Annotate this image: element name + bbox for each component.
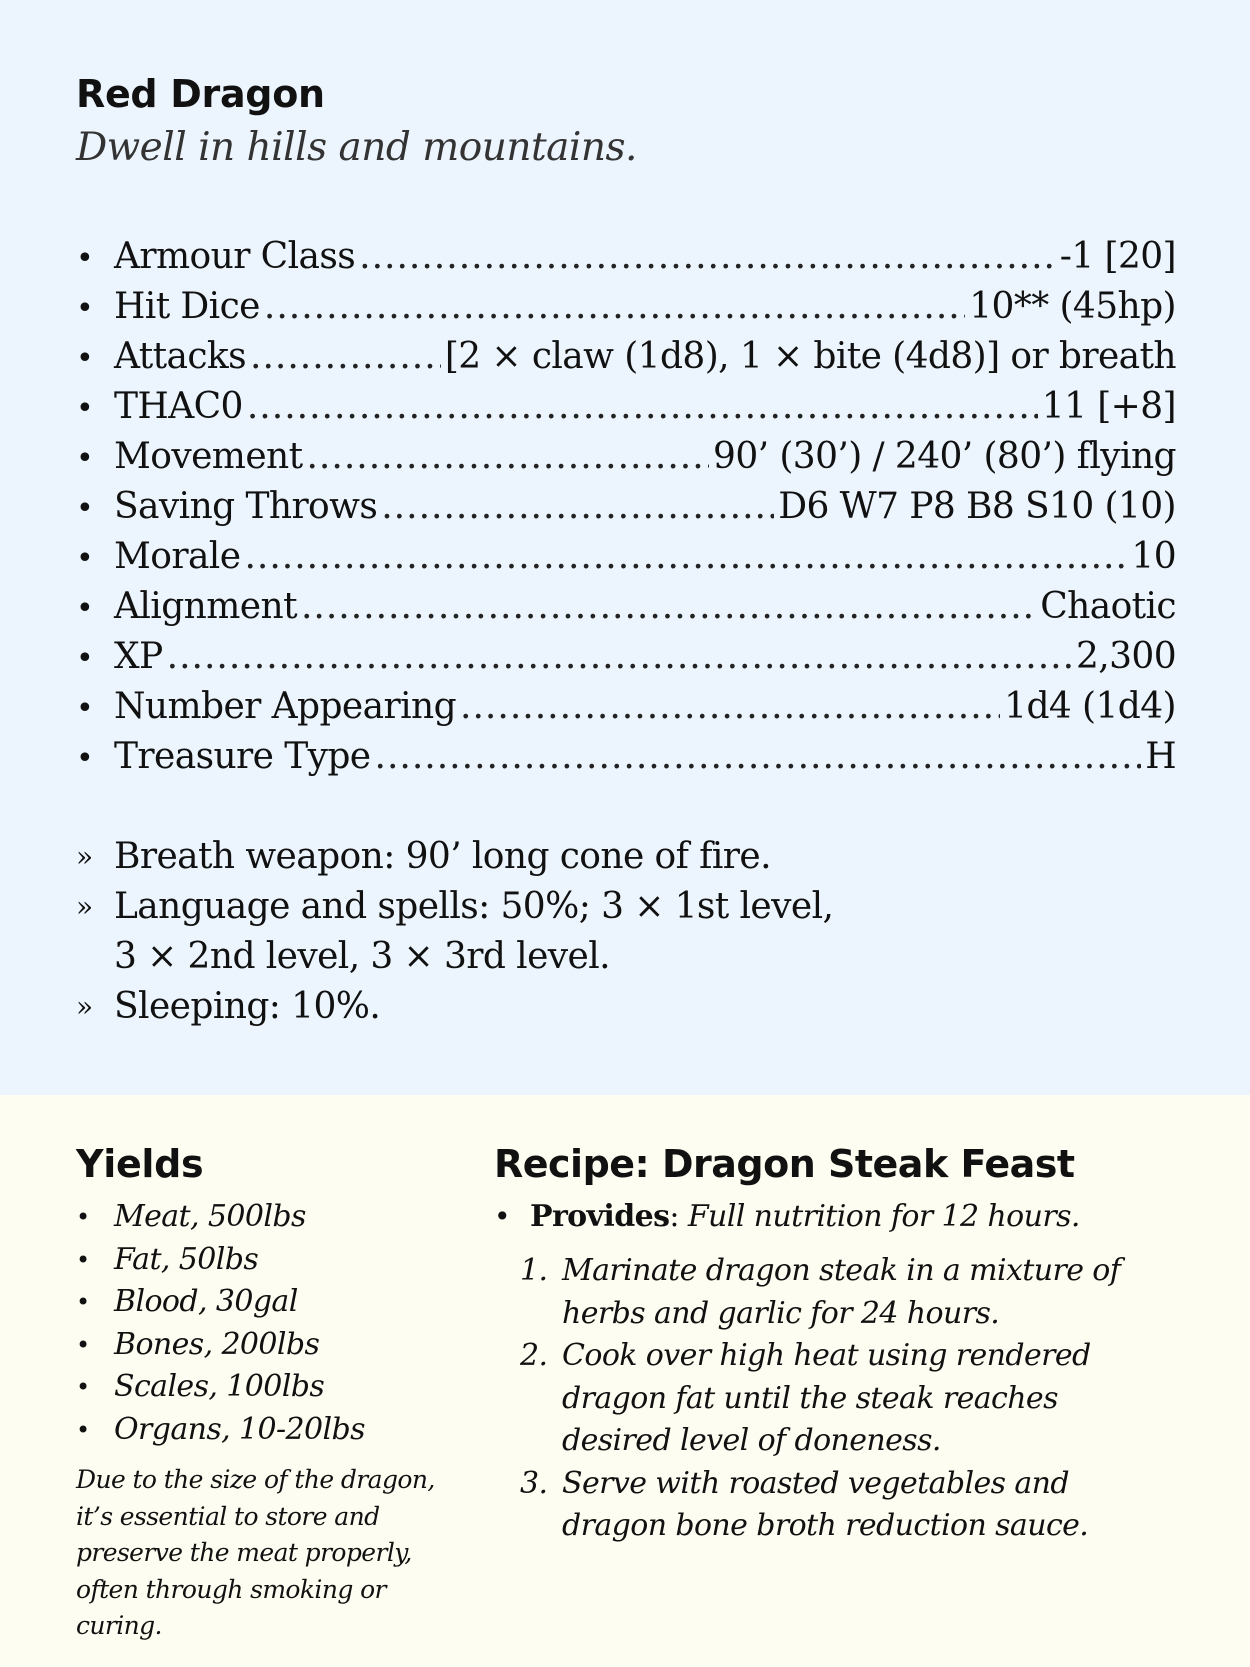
stat-movement — [76, 432, 1176, 482]
stat-label: Armour Class — [114, 236, 356, 277]
stat-attacks — [76, 332, 1176, 382]
stat-treasure-type — [76, 732, 1176, 782]
step-number: 1. — [520, 1253, 548, 1288]
yield-text: Meat, 500lbs — [114, 1199, 306, 1234]
monster-name: Red Dragon — [76, 72, 325, 116]
bullet-icon: • — [76, 1415, 90, 1444]
dot-leader — [247, 382, 1038, 432]
bullet-icon: • — [76, 391, 94, 426]
bullet-icon: • — [76, 591, 94, 626]
bullet-icon: • — [76, 641, 94, 676]
stat-xp — [76, 632, 1176, 682]
stat-value: 2,300 — [1075, 636, 1176, 677]
bullet-icon: • — [76, 241, 94, 276]
stat-label: Movement — [114, 436, 303, 477]
yield-item — [76, 1281, 456, 1324]
bullet-icon: • — [76, 1203, 90, 1231]
bullet-icon: • — [76, 441, 94, 476]
provides-label: Provides — [530, 1199, 670, 1234]
bullet-icon: • — [76, 741, 94, 776]
yield-text: Scales, 100lbs — [114, 1369, 325, 1404]
dot-leader — [306, 432, 709, 482]
bullet-icon: • — [76, 341, 94, 376]
note-text: Sleeping: 10%. — [114, 986, 381, 1027]
stat-value: -1 [20] — [1059, 236, 1176, 277]
bullet-icon: • — [76, 491, 94, 526]
recipe-steps — [520, 1250, 1160, 1548]
stat-value: 90’ (30’) / 240’ (80’) flying — [713, 436, 1176, 477]
stat-value: 10** (45hp) — [969, 286, 1176, 327]
stat-value: 10 — [1131, 536, 1176, 577]
recipe-provides — [494, 1196, 1194, 1239]
dot-leader — [301, 582, 1036, 632]
yield-text: Fat, 50lbs — [114, 1241, 259, 1277]
note-sleeping — [76, 982, 1176, 1032]
bullet-icon: • — [76, 691, 94, 726]
chevron-right-icon: » — [76, 840, 93, 873]
stat-label: Alignment — [114, 586, 297, 627]
dot-leader — [264, 282, 965, 332]
monster-habitat: Dwell in hills and mountains. — [76, 125, 637, 170]
stat-value: [2 × claw (1d8), 1 × bite (4d8)] or breath — [444, 336, 1176, 377]
stat-thac0 — [76, 382, 1176, 432]
stat-label: Number Appearing — [114, 686, 457, 727]
step-text: Marinate dragon steak in a mixture of herbs and garlic for 24 hours. — [562, 1253, 1121, 1331]
yield-item — [76, 1196, 456, 1239]
bullet-icon: • — [76, 1330, 90, 1359]
stat-label: Treasure Type — [114, 736, 371, 777]
stat-morale — [76, 532, 1176, 582]
provides-line — [530, 1196, 1080, 1239]
bullet-icon: • — [76, 1373, 90, 1401]
stat-label: XP — [114, 636, 163, 677]
note-text: Language and spells: 50%; 3 × 1st level, 3 × 2nd level, 3 × 3rd level. — [114, 886, 834, 977]
recipe-step — [520, 1335, 1160, 1463]
step-text: Serve with roasted vegetables and dragon bone broth reduction sauce. — [562, 1465, 1089, 1543]
recipe-step — [520, 1463, 1160, 1548]
stat-label: Morale — [114, 536, 241, 577]
dot-leader — [381, 482, 774, 532]
chevron-right-icon: » — [76, 990, 93, 1023]
recipe-heading: Recipe: Dragon Steak Feast — [494, 1142, 1075, 1186]
step-number: 2. — [520, 1338, 548, 1373]
note-text: Breath weapon: 90’ long cone of fire. — [114, 836, 771, 877]
stat-hit-dice — [76, 282, 1176, 332]
chevron-right-icon: » — [76, 890, 93, 923]
yield-item — [76, 1409, 456, 1452]
dot-leader — [167, 632, 1072, 682]
note-language-spells — [76, 882, 1176, 982]
stat-value: D6 W7 P8 B8 S10 (10) — [778, 486, 1176, 527]
stat-number-appearing — [76, 682, 1176, 732]
dot-leader — [359, 232, 1056, 282]
stat-value: H — [1145, 736, 1176, 777]
dot-leader — [375, 732, 1142, 782]
dot-leader — [250, 332, 441, 382]
yield-item — [76, 1239, 456, 1282]
dot-leader — [460, 682, 1000, 732]
bullet-icon: • — [76, 541, 94, 576]
stat-value: 11 [+8] — [1041, 386, 1176, 427]
recipe-step — [520, 1250, 1160, 1335]
yield-text: Blood, 30gal — [114, 1284, 298, 1319]
stat-armour-class — [76, 232, 1176, 282]
yields-note: Due to the size of the dragon, it’s essential to store and preserve the meat properly, often through smoking or curing. — [76, 1465, 435, 1640]
yields-heading: Yields — [76, 1142, 204, 1186]
bullet-icon: • — [494, 1200, 510, 1233]
provides-separator: : — [669, 1199, 688, 1234]
bullet-icon: • — [76, 1245, 90, 1274]
yields-list — [76, 1196, 456, 1451]
stat-value: 1d4 (1d4) — [1004, 686, 1176, 727]
stat-label: Attacks — [114, 336, 247, 377]
stat-saving-throws — [76, 482, 1176, 532]
yield-text: Bones, 200lbs — [114, 1326, 320, 1362]
provides-value: Full nutrition for 12 hours. — [687, 1199, 1080, 1234]
stat-label: THAC0 — [114, 386, 243, 427]
stat-label: Saving Throws — [114, 486, 378, 527]
stat-label: Hit Dice — [114, 286, 260, 327]
step-text: Cook over high heat using rendered dragon fat until the steak reaches desired level of doneness. — [562, 1338, 1091, 1458]
bullet-icon: • — [76, 291, 94, 326]
bullet-icon: • — [76, 1288, 90, 1316]
stat-value: Chaotic — [1040, 586, 1176, 627]
note-breath-weapon — [76, 832, 1176, 882]
special-notes — [76, 832, 1176, 1032]
stat-alignment — [76, 582, 1176, 632]
yield-text: Organs, 10-20lbs — [114, 1411, 365, 1447]
yield-item — [76, 1324, 456, 1367]
yield-item — [76, 1366, 456, 1409]
stat-list — [76, 232, 1176, 782]
step-number: 3. — [520, 1465, 548, 1501]
dot-leader — [244, 532, 1127, 582]
